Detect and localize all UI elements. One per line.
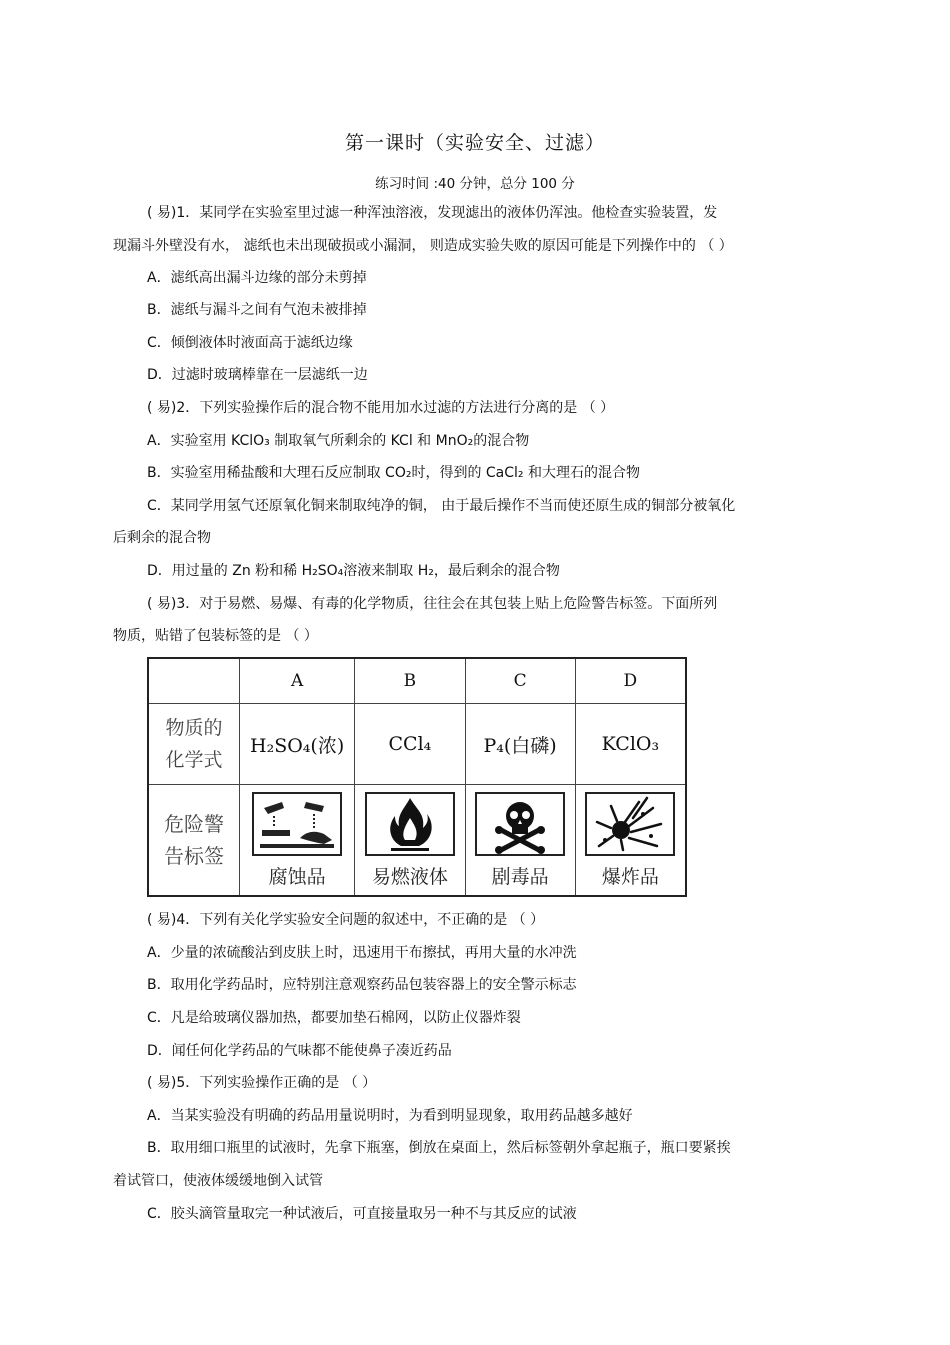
question-3-stem: ( 易)3．对于易燃、易爆、有毒的化学物质，往往会在其包装上贴上危险警告标签。下面所列 (147, 596, 718, 612)
question-4-stem: ( 易)4．下列有关化学实验安全问题的叙述中，不正确的是 （ ） (147, 912, 545, 928)
sign-label-b: 易燃液体 (371, 865, 448, 888)
row-label-formula (148, 704, 240, 785)
question-1-stem-cont: 现漏斗外壁没有水， 滤纸也未出现破损或小漏洞， 则造成实验失败的原因可能是下列操作中的 （ ） (113, 238, 733, 254)
question-5-option-b: B．取用细口瓶里的试液时，先拿下瓶塞，倒放在桌面上，然后标签朝外拿起瓶子，瓶口要紧挨 (147, 1140, 731, 1156)
toxic-skull-icon (475, 792, 565, 856)
question-1-stem: ( 易)1．某同学在实验室里过滤一种浑浊溶液，发现滤出的液体仍浑浊。他检查实验装置，发 (147, 205, 718, 221)
table-header-b: B (355, 658, 465, 704)
sign-label-a: 腐蚀品 (268, 865, 326, 888)
question-4-option-b: B．取用化学药品时，应特别注意观察药品包装容器上的安全警示标志 (147, 977, 577, 993)
row-label-sign-text: 危险警告标签 (164, 812, 224, 868)
formula-c: P₄(白磷) (465, 704, 575, 785)
sign-label-c: 剧毒品 (491, 865, 549, 888)
table-header-c: C (465, 658, 575, 704)
table-header-d: D (575, 658, 686, 704)
question-2-option-d: D．用过量的 Zn 粉和稀 H₂SO₄溶液来制取 H₂，最后剩余的混合物 (147, 563, 560, 579)
formula-a: H₂SO₄(浓) (240, 704, 355, 785)
explosive-icon (585, 792, 675, 856)
flammable-liquid-icon (365, 792, 455, 856)
sign-cell-c (465, 785, 575, 897)
question-1-option-c: C．倾倒液体时液面高于滤纸边缘 (147, 335, 353, 351)
question-5-option-b-cont: 着试管口，使液体缓缓地倒入试管 (113, 1173, 323, 1189)
row-label-formula-text: 物质的化学式 (165, 717, 223, 771)
question-4-option-d: D．闻任何化学药品的气味都不能使鼻子凑近药品 (147, 1043, 452, 1059)
question-1-option-d: D．过滤时玻璃棒靠在一层滤纸一边 (147, 367, 368, 383)
page-title: 第一课时（实验安全、过滤） (344, 132, 605, 154)
formula-b: CCl₄ (355, 704, 465, 785)
question-5-option-a: A．当某实验没有明确的药品用量说明时，为看到明显现象，取用药品越多越好 (147, 1108, 633, 1124)
formula-d: KClO₃ (575, 704, 686, 785)
sign-cell-b (355, 785, 465, 897)
corrosive-icon (252, 792, 342, 856)
question-1-option-b: B．滤纸与漏斗之间有气泡未被排掉 (147, 302, 367, 318)
question-3-stem-cont: 物质，贴错了包装标签的是 （ ） (113, 628, 318, 644)
question-1-option-a: A．滤纸高出漏斗边缘的部分未剪掉 (147, 270, 367, 286)
table-corner-cell (148, 658, 240, 704)
question-4-option-a: A．少量的浓硫酸沾到皮肤上时，迅速用干布擦拭，再用大量的水冲洗 (147, 945, 577, 961)
question-5-option-c: C．胶头滴管量取完一种试液后，可直接量取另一种不与其反应的试液 (147, 1206, 577, 1222)
question-2-stem: ( 易)2．下列实验操作后的混合物不能用加水过滤的方法进行分离的是 （ ） (147, 400, 615, 416)
question-2-option-c: C．某同学用氢气还原氧化铜来制取纯净的铜， 由于最后操作不当而使还原生成的铜部分被氧化 (147, 498, 736, 514)
question-2-option-a: A．实验室用 KClO₃ 制取氧气所剩余的 KCl 和 MnO₂的混合物 (147, 433, 530, 449)
hazard-label-table (147, 657, 687, 897)
question-2-option-c-cont: 后剩余的混合物 (113, 530, 211, 546)
table-header-a: A (240, 658, 355, 704)
question-4-option-c: C．凡是给玻璃仪器加热，都要加垫石棉网，以防止仪器炸裂 (147, 1010, 521, 1026)
sign-label-d: 爆炸品 (601, 865, 659, 888)
page-subtitle: 练习时间 :40 分钟，总分 100 分 (375, 176, 575, 192)
sign-cell-d (575, 785, 686, 897)
question-5-stem: ( 易)5．下列实验操作正确的是 （ ） (147, 1075, 377, 1091)
question-2-option-b: B．实验室用稀盐酸和大理石反应制取 CO₂时，得到的 CaCl₂ 和大理石的混合物 (147, 465, 640, 481)
sign-cell-a (240, 785, 355, 897)
row-label-sign (148, 785, 240, 897)
